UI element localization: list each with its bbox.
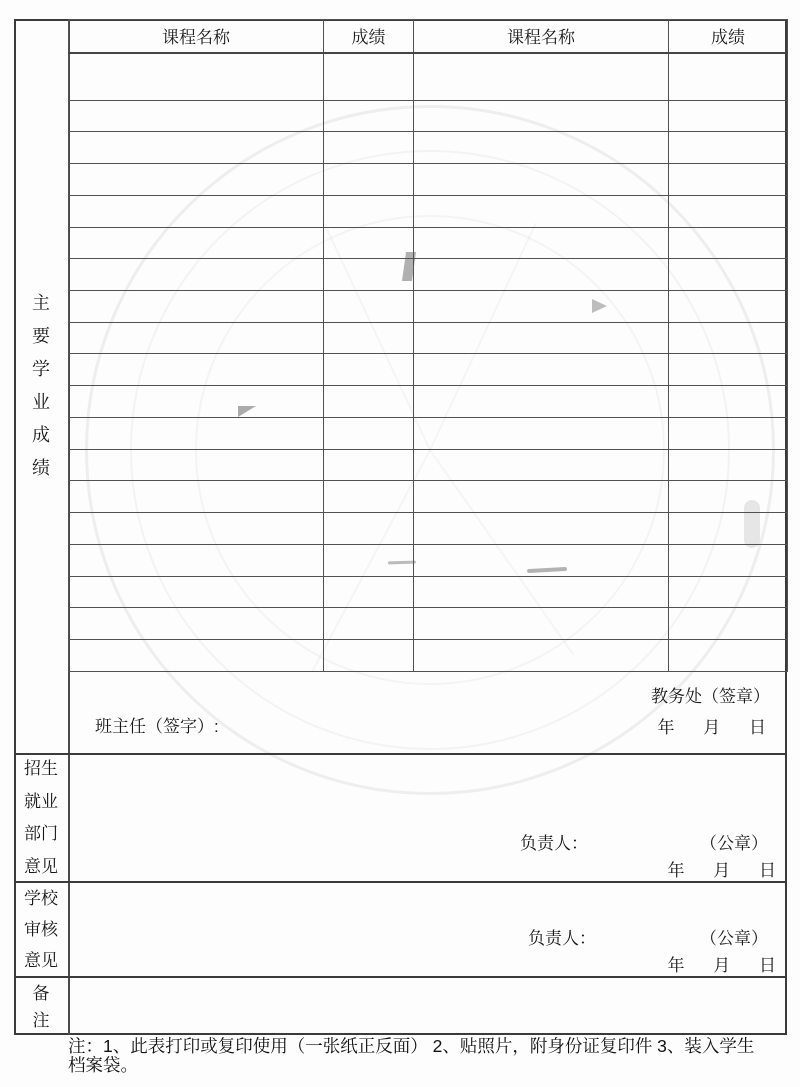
score-cell: [324, 291, 414, 323]
score-cell: [69, 576, 324, 608]
score-cell: [69, 608, 324, 640]
score-cell: [69, 164, 324, 196]
column-header-score-right: 成绩: [669, 20, 788, 53]
score-cell: [669, 291, 788, 323]
score-cell: [69, 481, 324, 513]
score-row: [69, 132, 788, 164]
score-cell: [324, 513, 414, 545]
score-row: [69, 449, 788, 481]
score-cell: [669, 100, 788, 132]
score-cell: [69, 386, 324, 418]
score-row: [69, 386, 788, 418]
score-cell: [69, 259, 324, 291]
score-cell: [324, 164, 414, 196]
column-header-course-name-right: 课程名称: [414, 20, 669, 53]
class-teacher-signature-label: 班主任（签字）:: [95, 717, 219, 736]
score-cell: [324, 100, 414, 132]
section-divider-remarks: [14, 976, 787, 978]
column-header-course-name-left: 课程名称: [69, 20, 324, 53]
score-cell: [669, 481, 788, 513]
score-cell: [669, 132, 788, 164]
score-cell: [669, 354, 788, 386]
section-divider-admissions: [14, 753, 787, 755]
school-review-person-in-charge-label: 负责人：: [528, 929, 596, 948]
score-cell: [69, 322, 324, 354]
score-cell: [69, 227, 324, 259]
column-header-score-left: 成绩: [324, 20, 414, 53]
score-cell: [69, 417, 324, 449]
score-cell: [669, 322, 788, 354]
section-label-line: 招生: [24, 759, 58, 778]
school-review-date-line: 年 月 日: [667, 956, 776, 975]
score-cell: [669, 227, 788, 259]
score-cell: [69, 291, 324, 323]
footer-note: 注：1、此表打印或复印使用（一张纸正反面） 2、贴照片，附身份证复印件 3、装入学生档案袋。: [68, 1036, 755, 1075]
score-row: [69, 195, 788, 227]
score-cell: [414, 449, 669, 481]
section-label-line: 学校: [24, 889, 58, 908]
score-cell: [414, 544, 669, 576]
score-cell: [69, 195, 324, 227]
score-cell: [414, 513, 669, 545]
score-cell: [69, 544, 324, 576]
admissions-person-in-charge-label: 负责人：: [520, 834, 588, 853]
score-cell: [324, 322, 414, 354]
score-cell: [669, 544, 788, 576]
score-cell: [414, 195, 669, 227]
score-cell: [69, 53, 324, 101]
score-row: [69, 227, 788, 259]
section-label-line: 意见: [24, 951, 58, 970]
section-divider-school-review: [14, 881, 787, 883]
score-cell: [69, 449, 324, 481]
score-cell: [324, 481, 414, 513]
score-cell: [669, 513, 788, 545]
section-label-line: 审核: [24, 920, 58, 939]
score-table-body: [69, 53, 788, 672]
dean-office-seal-label: 教务处（签章）: [651, 687, 770, 706]
score-cell: [669, 576, 788, 608]
score-cell: [414, 576, 669, 608]
score-row: [69, 100, 788, 132]
section-label-char: 主: [32, 293, 50, 313]
score-row: [69, 640, 788, 672]
score-row: [69, 544, 788, 576]
score-cell: [414, 100, 669, 132]
score-cell: [414, 354, 669, 386]
section-label-line: 备: [32, 983, 50, 1003]
score-cell: [414, 608, 669, 640]
score-cell: [324, 544, 414, 576]
section-label-char: 绩: [32, 458, 50, 478]
admissions-date-line: 年 月 日: [667, 861, 776, 880]
score-cell: [669, 53, 788, 101]
score-cell: [414, 417, 669, 449]
section-label-char: 成: [32, 425, 50, 445]
score-cell: [69, 354, 324, 386]
score-cell: [669, 164, 788, 196]
score-cell: [414, 640, 669, 672]
score-cell: [324, 449, 414, 481]
score-cell: [69, 100, 324, 132]
score-cell: [324, 417, 414, 449]
score-row: [69, 291, 788, 323]
score-cell: [69, 513, 324, 545]
section-label-remarks: [14, 978, 68, 1035]
score-cell: [414, 164, 669, 196]
score-row: [69, 322, 788, 354]
score-cell: [69, 640, 324, 672]
score-cell: [669, 417, 788, 449]
score-cell: [324, 195, 414, 227]
score-cell: [669, 259, 788, 291]
academic-date-line: 年 月 日: [657, 718, 766, 737]
score-row: [69, 608, 788, 640]
score-cell: [324, 227, 414, 259]
score-cell: [324, 576, 414, 608]
score-cell: [414, 386, 669, 418]
score-row: [69, 164, 788, 196]
score-cell: [669, 386, 788, 418]
score-cell: [414, 53, 669, 101]
score-cell: [669, 195, 788, 227]
score-table: [68, 19, 788, 672]
section-label-line: 就业: [24, 791, 58, 811]
score-cell: [324, 640, 414, 672]
section-label-line: 意见: [24, 856, 58, 876]
score-row: [69, 259, 788, 291]
score-cell: [414, 227, 669, 259]
score-cell: [669, 449, 788, 481]
score-row: [69, 481, 788, 513]
section-label-line: 注: [32, 1010, 50, 1030]
score-cell: [414, 259, 669, 291]
score-row: [69, 354, 788, 386]
score-cell: [324, 354, 414, 386]
score-cell: [414, 322, 669, 354]
score-cell: [69, 132, 324, 164]
score-cell: [324, 259, 414, 291]
section-label-line: 部门: [24, 824, 58, 843]
score-cell: [414, 481, 669, 513]
score-table-header-row: [69, 20, 788, 53]
score-cell: [669, 640, 788, 672]
score-cell: [414, 132, 669, 164]
score-row: [69, 53, 788, 101]
score-row: [69, 417, 788, 449]
score-cell: [324, 608, 414, 640]
score-cell: [324, 386, 414, 418]
score-row: [69, 513, 788, 545]
score-cell: [669, 608, 788, 640]
school-review-official-seal-label: （公章）: [700, 929, 768, 948]
section-label-academic-scores: [14, 19, 68, 753]
section-label-char: 学: [32, 359, 50, 379]
score-cell: [324, 132, 414, 164]
admissions-official-seal-label: （公章）: [700, 834, 768, 853]
score-cell: [324, 53, 414, 101]
score-cell: [414, 291, 669, 323]
section-label-char: 要: [32, 326, 50, 346]
score-row: [69, 576, 788, 608]
section-label-char: 业: [32, 392, 50, 412]
